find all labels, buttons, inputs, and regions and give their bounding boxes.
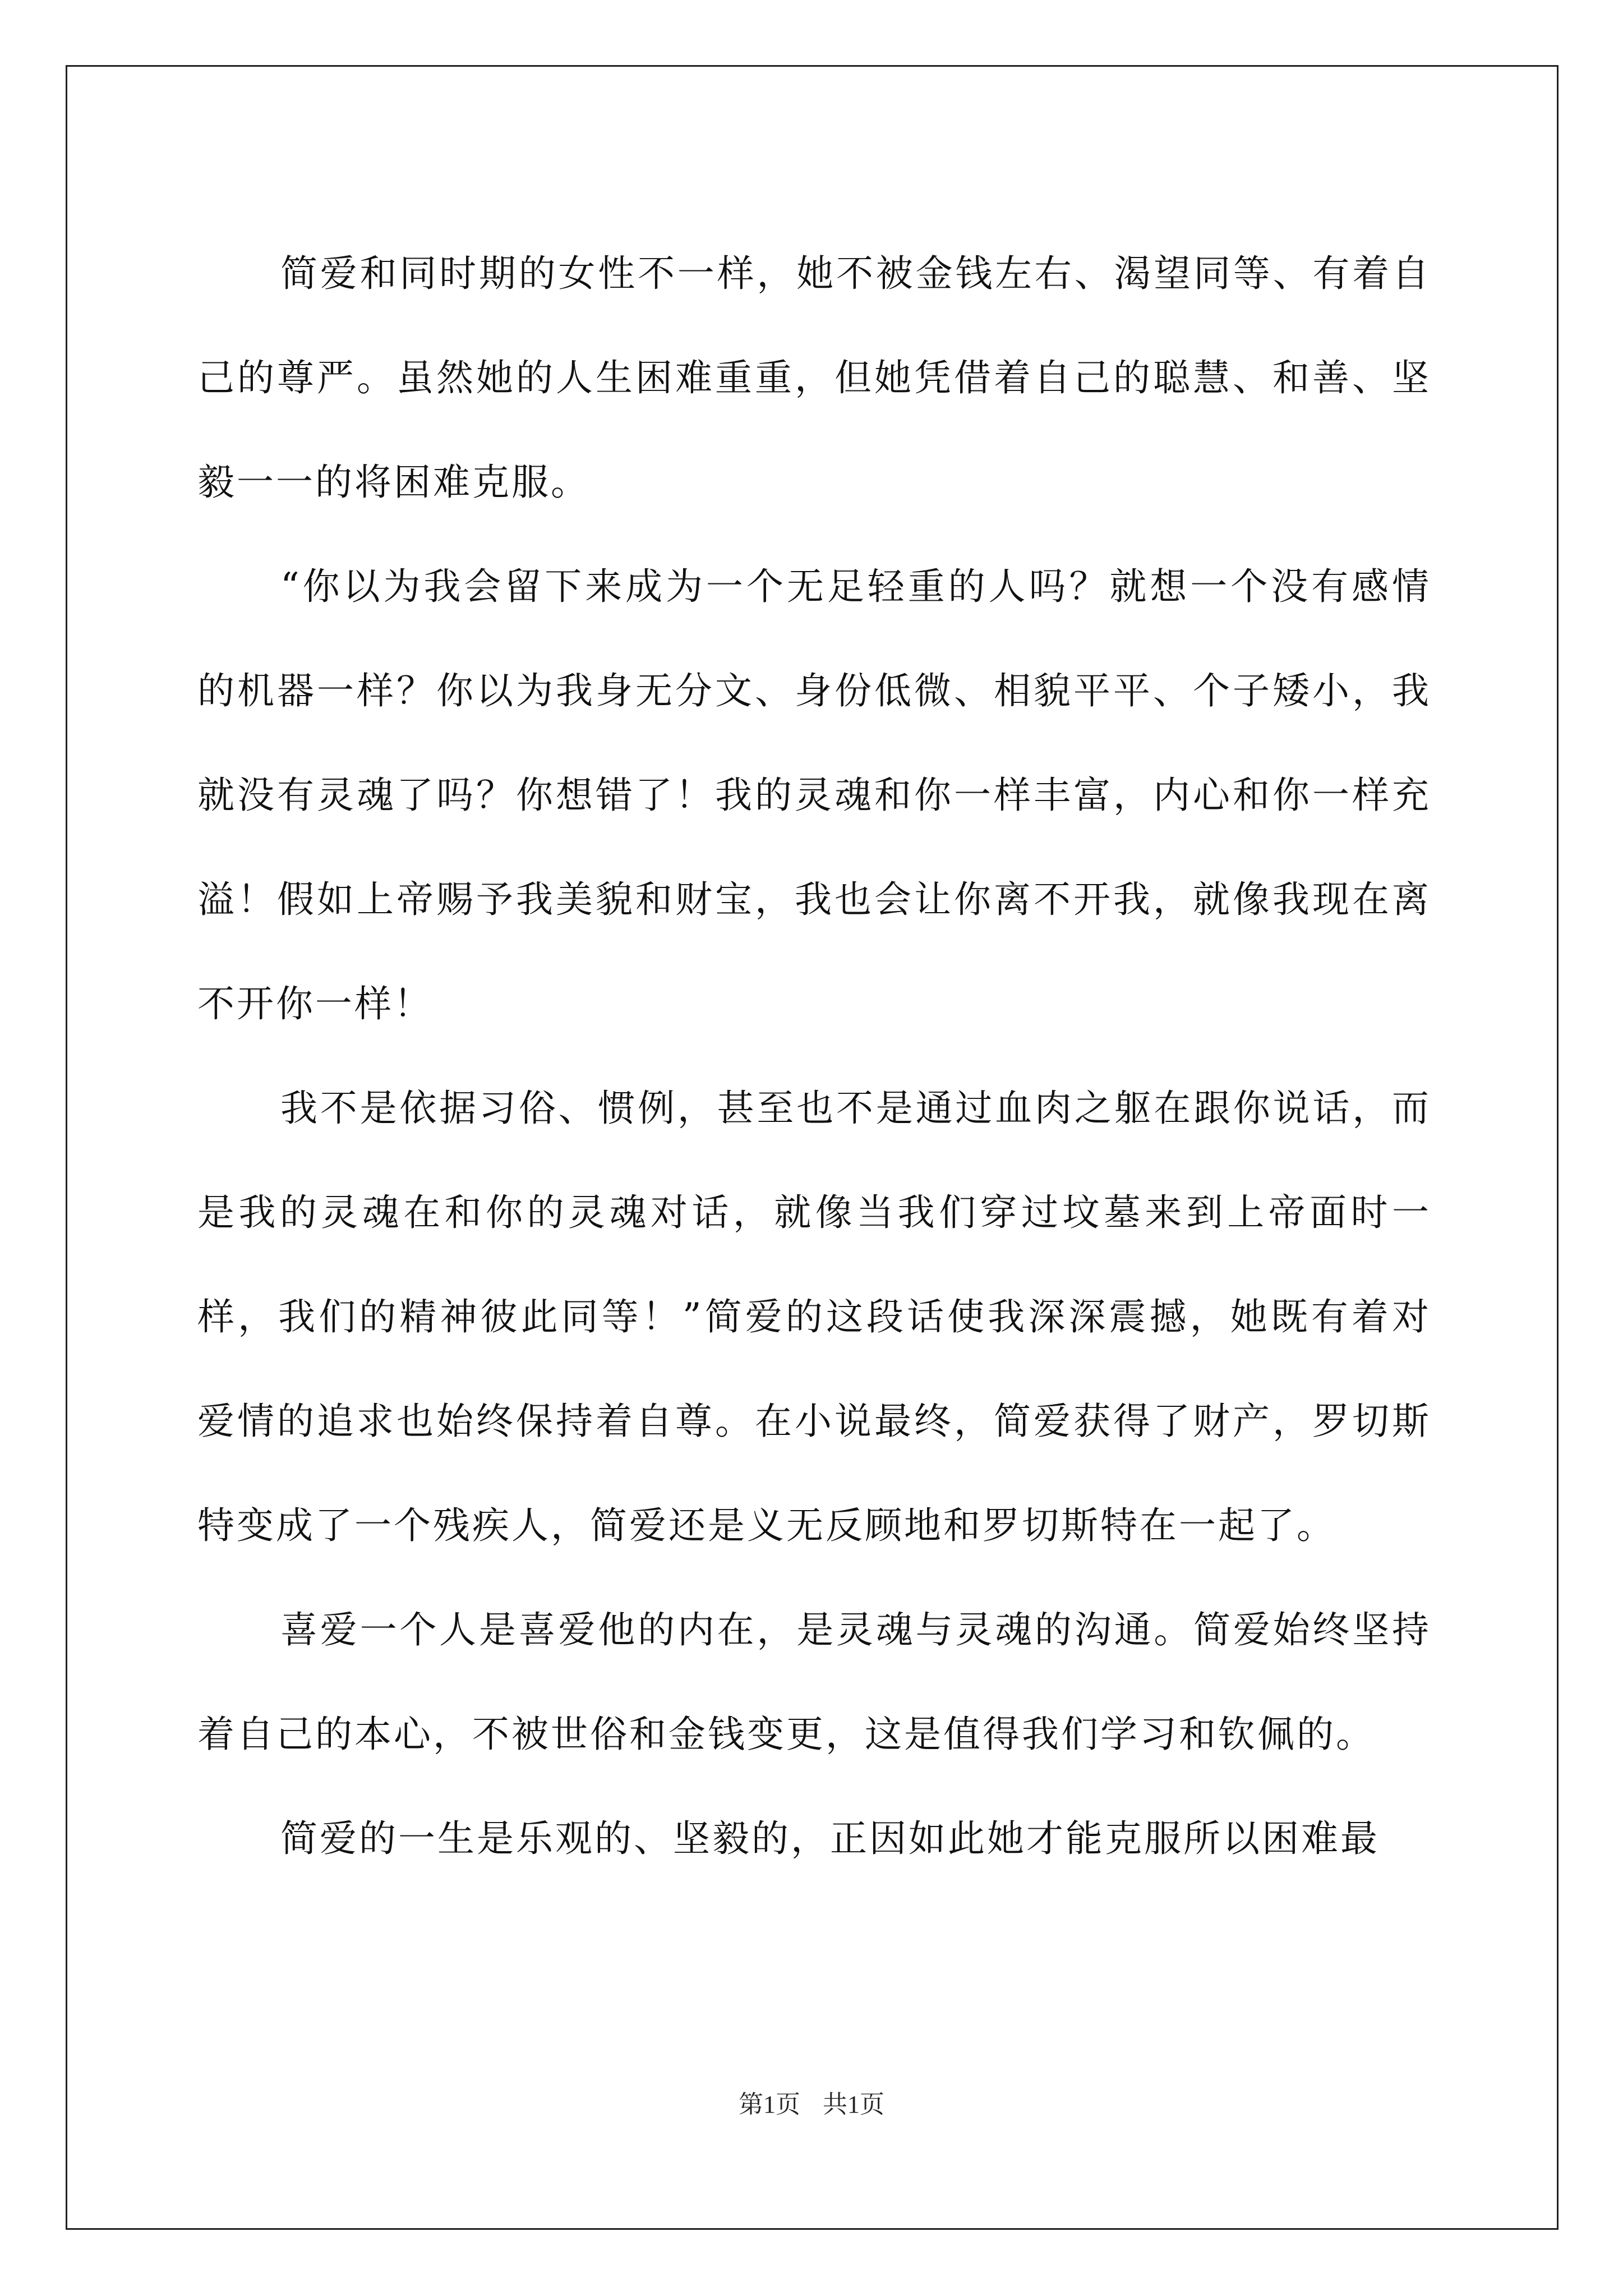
paragraph-5: 简爱的一生是乐观的、坚毅的，正因如此她才能克服所以困难最 [280,1817,1380,1860]
page-number: 第1页 [739,2091,800,2118]
page-total: 共1页 [823,2091,884,2118]
paragraph-4: 喜爱一个人是喜爱他的内在，是灵魂与灵魂的沟通。简爱始终坚持着自己的本心，不被世俗和金钱变更，这是值得我们学习和钦佩的。 [197,1608,1431,1756]
document-body [197,222,1431,1891]
page-footer [0,2088,1623,2122]
paragraph-2: “你以为我会留下来成为一个无足轻重的人吗？就想一个没有感情的机器一样？你以为我身无分文、身份低微、相貌平平、个子矮小，我就没有灵魂了吗？你想错了！我的灵魂和你一样丰富，内心和你一样充溢！假如上帝赐予我美貌和财宝，我也会让你离不开我，就像我现在离不开你一样！ [197,565,1431,1025]
paragraph-3: 我不是依据习俗、惯例，甚至也不是通过血肉之躯在跟你说话，而是我的灵魂在和你的灵魂对话，就像当我们穿过坟墓来到上帝面时一样，我们的精神彼此同等！”简爱的这段话使我深深震撼，她既有着对爱情的追求也始终保持着自尊。在小说最终，简爱获得了财产，罗切斯特变成了一个残疾人，简爱还是义无反顾地和罗切斯特在一起了。 [197,1087,1431,1547]
paragraph-1: 简爱和同时期的女性不一样，她不被金钱左右、渴望同等、有着自己的尊严。虽然她的人生困难重重，但她凭借着自己的聪慧、和善、坚毅一一的将困难克服。 [197,252,1431,504]
